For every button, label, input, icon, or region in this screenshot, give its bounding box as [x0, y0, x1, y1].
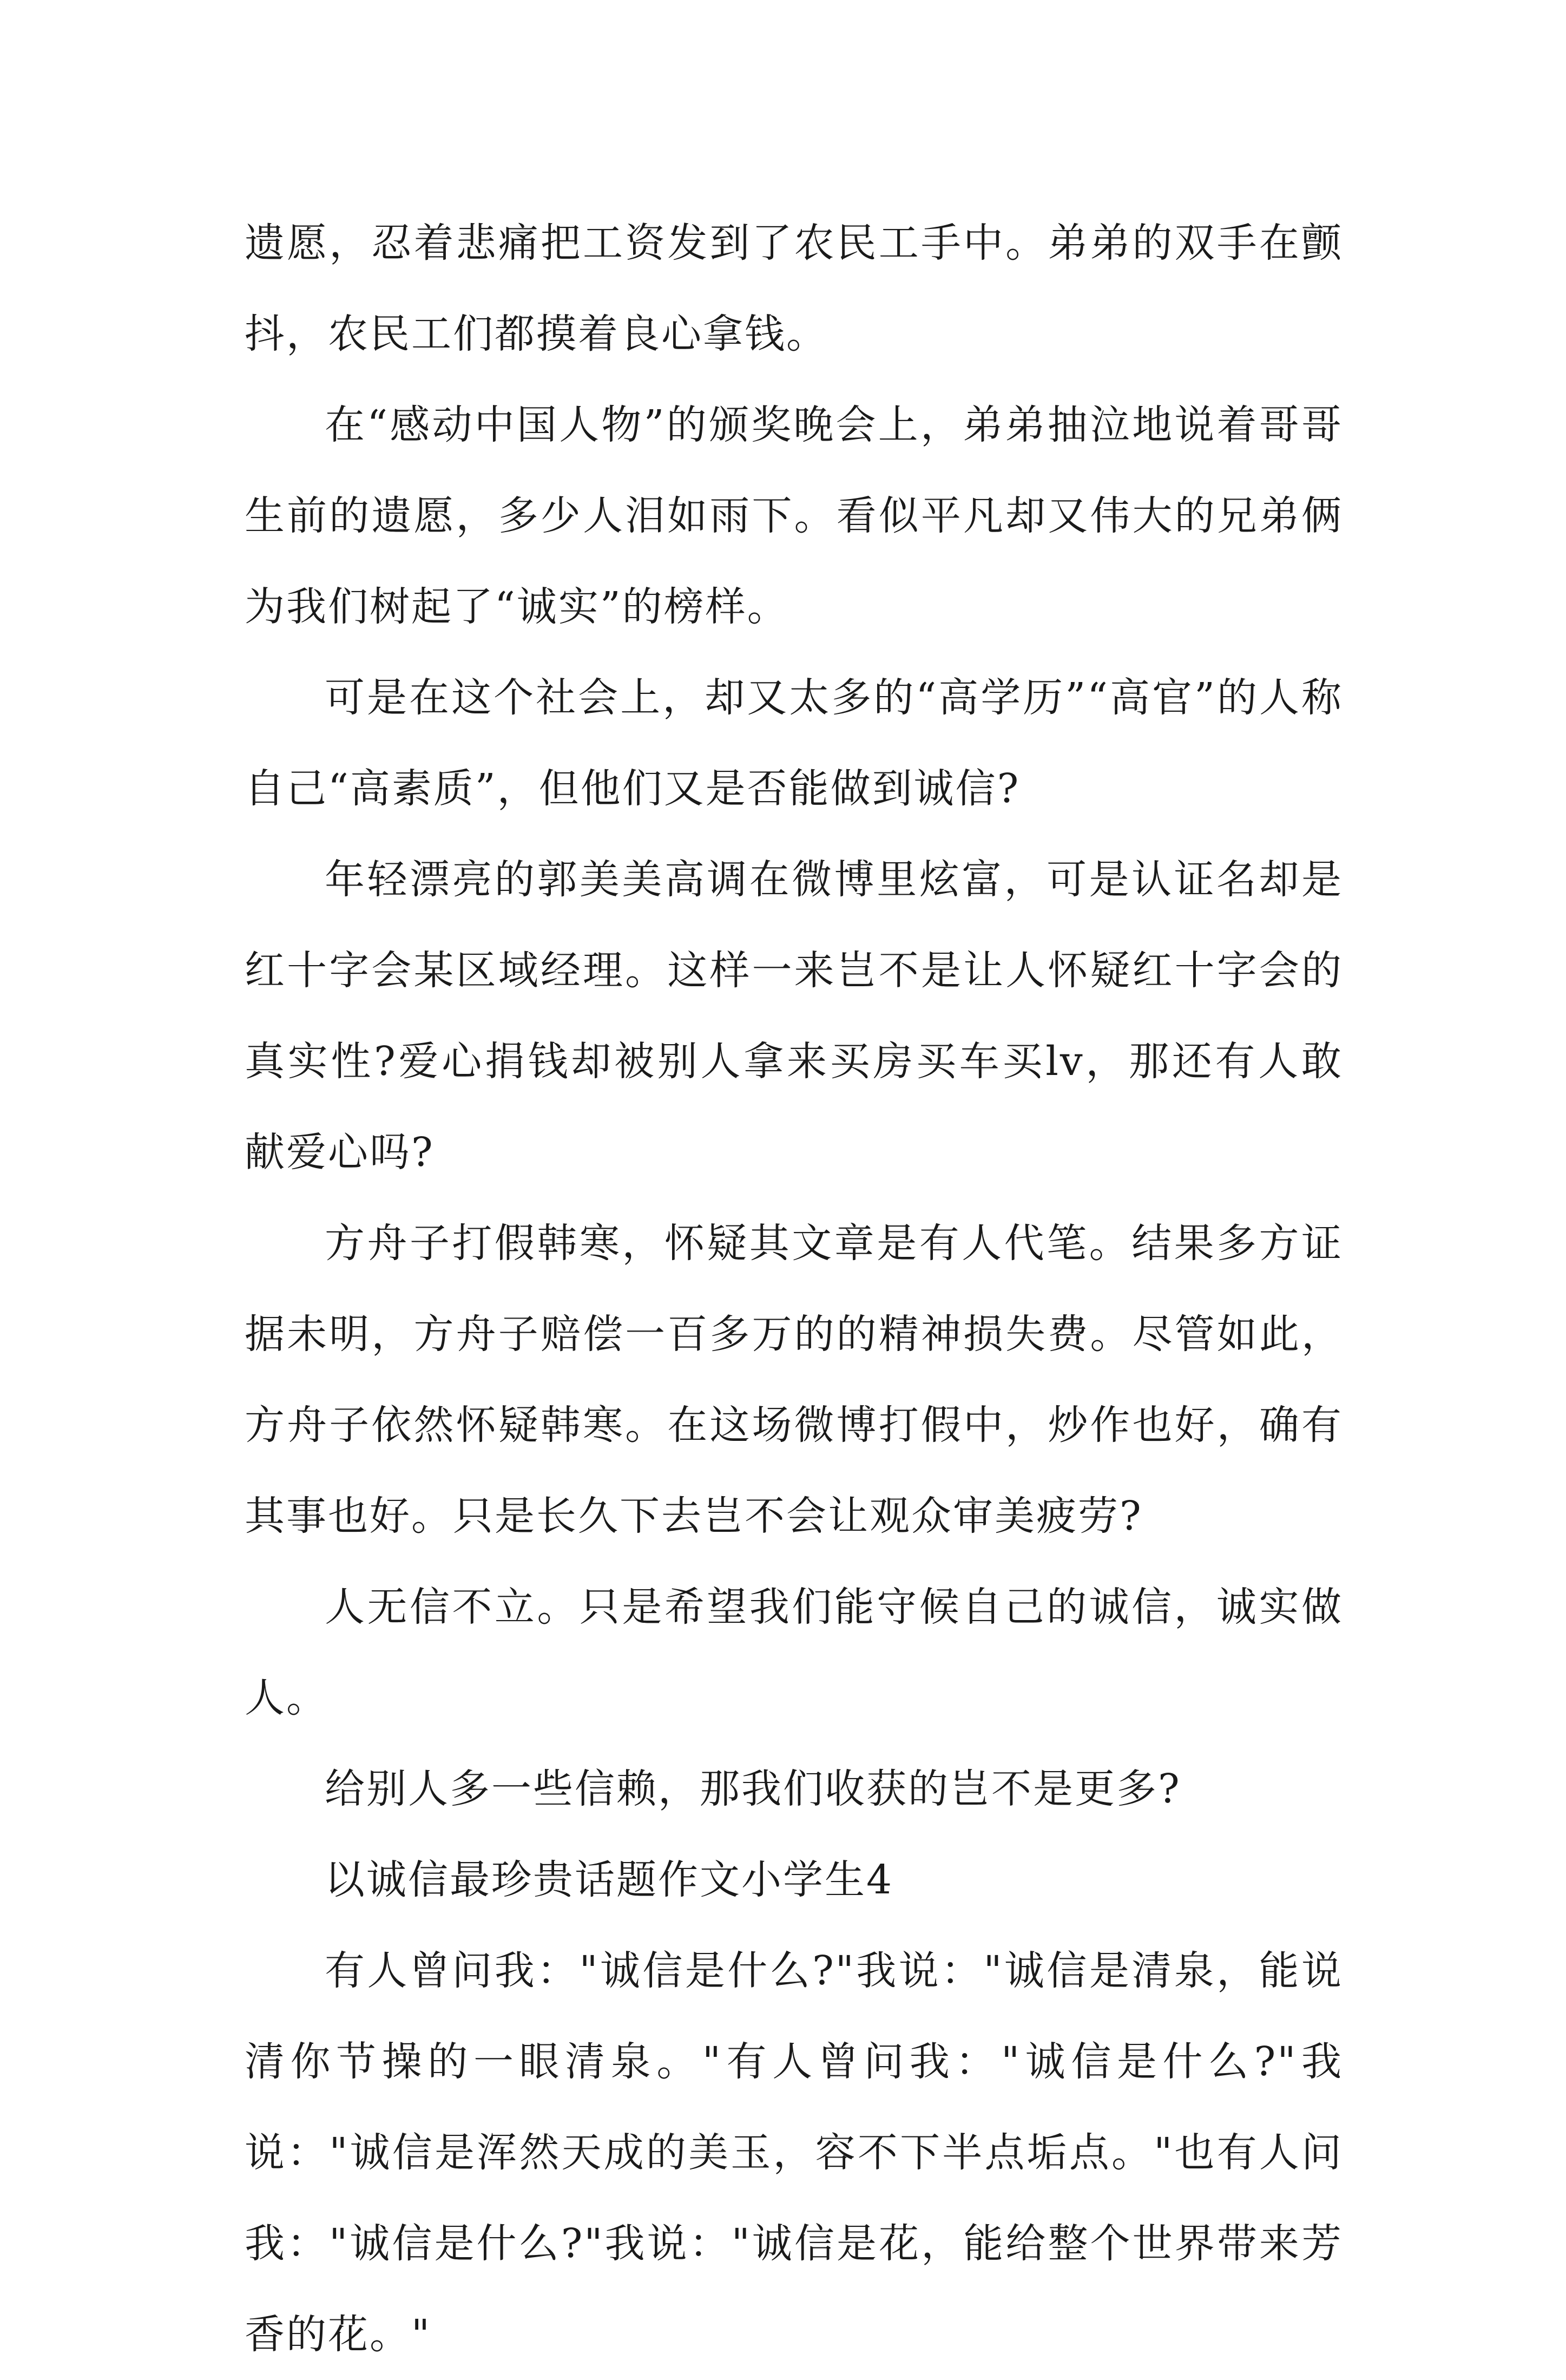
paragraph: 有人曾问我："诚信是什么?"我说："诚信是清泉，能说清你节操的一眼清泉。"有人曾问我："诚信是什么?"我说："诚信是浑然天成的美玉，容不下半点垢点。"也有人问我："诚信是什么?"我说："诚信是花，能给整个世界带来芳香的花。" [245, 1948, 1343, 2358]
paragraph: 给别人多一些信赖，那我们收获的岂不是更多? [325, 1766, 1181, 1812]
body-text [245, 198, 1343, 2380]
paragraph: 方舟子打假韩寒，怀疑其文章是有人代笔。结果多方证据未明，方舟子赔偿一百多万的的精神损失费。尽管如此，方舟子依然怀疑韩寒。在这场微博打假中，炒作也好，确有其事也好。只是长久下去岂不会让观众审美疲劳? [245, 1220, 1343, 1539]
paragraph: 在“感动中国人物”的颁奖晚会上，弟弟抽泣地说着哥哥生前的遗愿，多少人泪如雨下。看似平凡却又伟大的兄弟俩为我们树起了“诚实”的榜样。 [245, 402, 1343, 630]
paragraph: 遗愿，忍着悲痛把工资发到了农民工手中。弟弟的双手在颤抖，农民工们都摸着良心拿钱。 [245, 220, 1343, 357]
section-heading: 以诚信最珍贵话题作文小学生4 [325, 1857, 894, 1903]
paragraph: 可是在这个社会上，却又太多的“高学历”“高官”的人称自己“高素质”，但他们又是否能做到诚信? [245, 674, 1343, 812]
paragraph: 人无信不立。只是希望我们能守候自己的诚信，诚实做人。 [245, 1584, 1343, 1721]
paragraph: 年轻漂亮的郭美美高调在微博里炫富，可是认证名却是红十字会某区域经理。这样一来岂不是让人怀疑红十字会的真实性?爱心捐钱却被别人拿来买房买车买lv，那还有人敢献爱心吗? [245, 856, 1343, 1176]
